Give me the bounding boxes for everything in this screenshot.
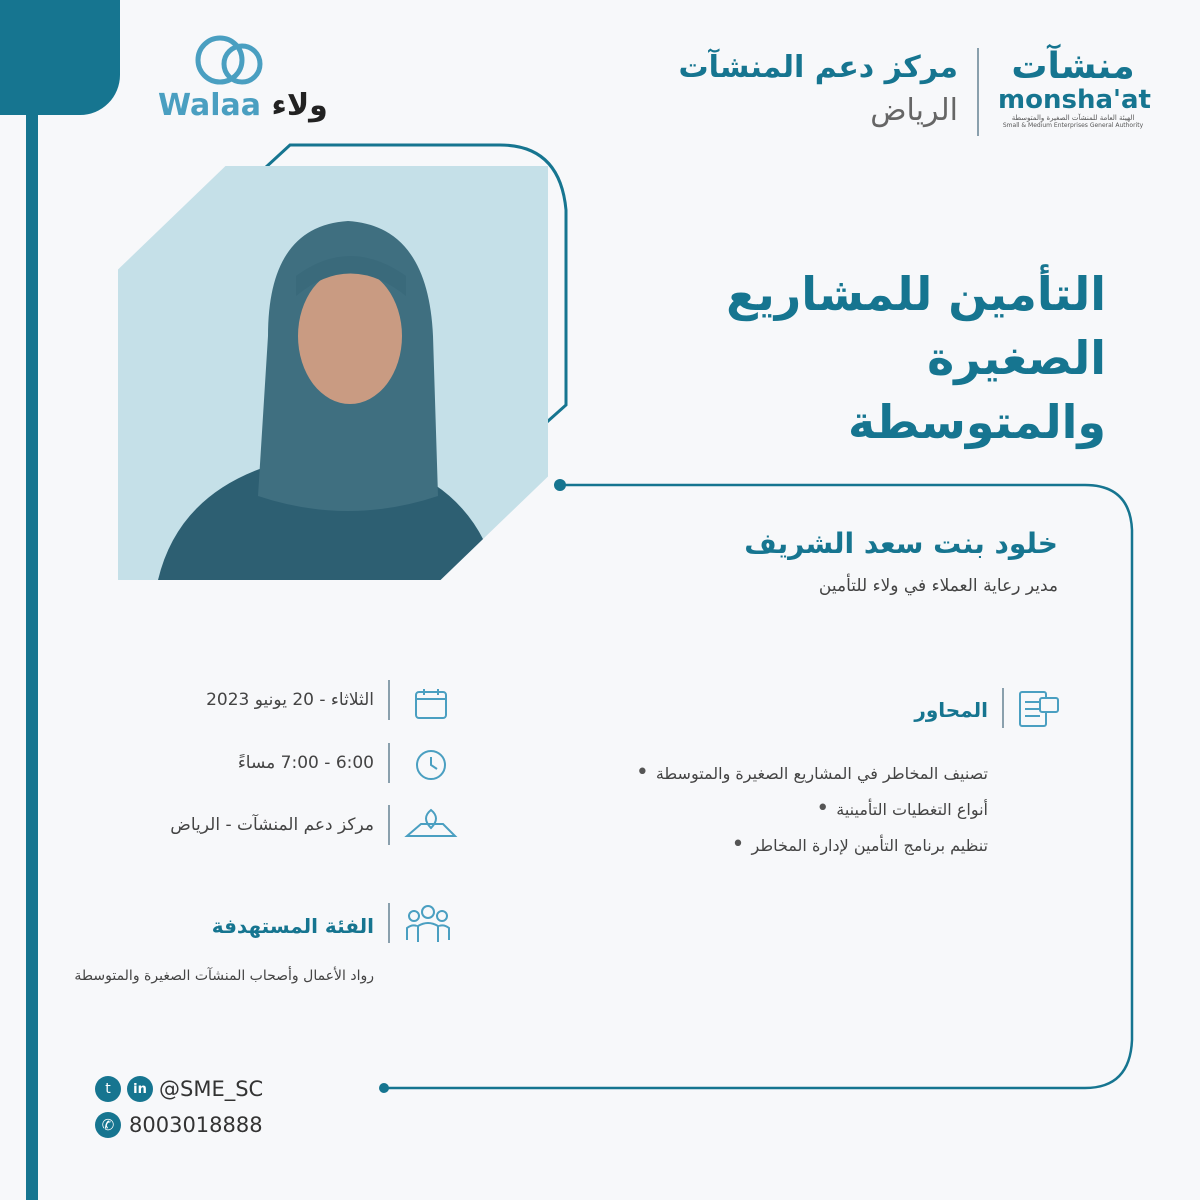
social-handle[interactable]: @SME_SC [159, 1077, 264, 1101]
topic-item: أنواع التغطيات التأمينية • [816, 796, 988, 821]
speaker-info [744, 527, 1058, 596]
event-location: مركز دعم المنشآت - الرياض [170, 815, 374, 835]
monshaat-sub-ar: الهيئة العامة للمنشآت الصغيرة والمتوسطة [1011, 114, 1135, 122]
center-city: الرياض [870, 93, 958, 128]
walaa-logo-mark [150, 30, 310, 90]
walaa-latin: Walaa [158, 88, 262, 123]
speaker-role: مدير رعاية العملاء في ولاء للتأمين [818, 576, 1058, 596]
speaker-photo [118, 166, 548, 580]
header-divider [977, 48, 979, 136]
topics-list [636, 755, 988, 863]
phone-icon: ✆ [95, 1112, 121, 1138]
location-divider [388, 805, 390, 845]
monshaat-sub-en: Small & Medium Enterprises General Authority [1002, 122, 1144, 129]
monshaat-logo [998, 46, 1151, 129]
speaker-portrait [118, 166, 548, 580]
center-header [679, 50, 959, 128]
audience-divider [388, 903, 390, 943]
clock-icon [414, 748, 448, 782]
topic-item: تنظيم برنامج التأمين لإدارة المخاطر • [731, 832, 988, 857]
audience-icon [404, 902, 452, 946]
map-pin-icon [403, 806, 459, 842]
checklist-icon [1018, 690, 1060, 728]
topics-heading: المحاور [914, 698, 988, 722]
time-divider [388, 743, 390, 783]
topic-item: تصنيف المخاطر في المشاريع الصغيرة والمتوسطة • [635, 760, 988, 785]
event-time: 6:00 - 7:00 مساءً [237, 753, 374, 773]
walaa-arabic: ولاء [271, 88, 328, 123]
social-row [95, 1076, 263, 1102]
date-divider [388, 680, 390, 720]
speaker-name: خلود بنت سعد الشريف [744, 527, 1058, 560]
phone-row [95, 1112, 263, 1138]
event-title [546, 262, 1106, 454]
twitter-icon[interactable]: t [95, 1076, 121, 1102]
topics-divider [1002, 688, 1004, 728]
walaa-logo [150, 30, 328, 125]
audience-heading: الفئة المستهدفة [211, 914, 374, 938]
monshaat-latin: monsha'at [998, 85, 1151, 115]
center-title: مركز دعم المنشآت [678, 50, 958, 85]
title-line-1: التأمين للمشاريع الصغيرة [726, 267, 1106, 385]
audience-description: رواد الأعمال وأصحاب المنشآت الصغيرة والمتوسطة [74, 968, 374, 984]
event-date: الثلاثاء - 20 يونيو 2023 [206, 690, 374, 710]
title-line-2: والمتوسطة [847, 395, 1106, 449]
monshaat-arabic: منشآت [1011, 46, 1135, 87]
phone-number[interactable]: 8003018888 [129, 1113, 263, 1137]
calendar-icon [414, 688, 448, 720]
linkedin-icon[interactable]: in [127, 1076, 153, 1102]
